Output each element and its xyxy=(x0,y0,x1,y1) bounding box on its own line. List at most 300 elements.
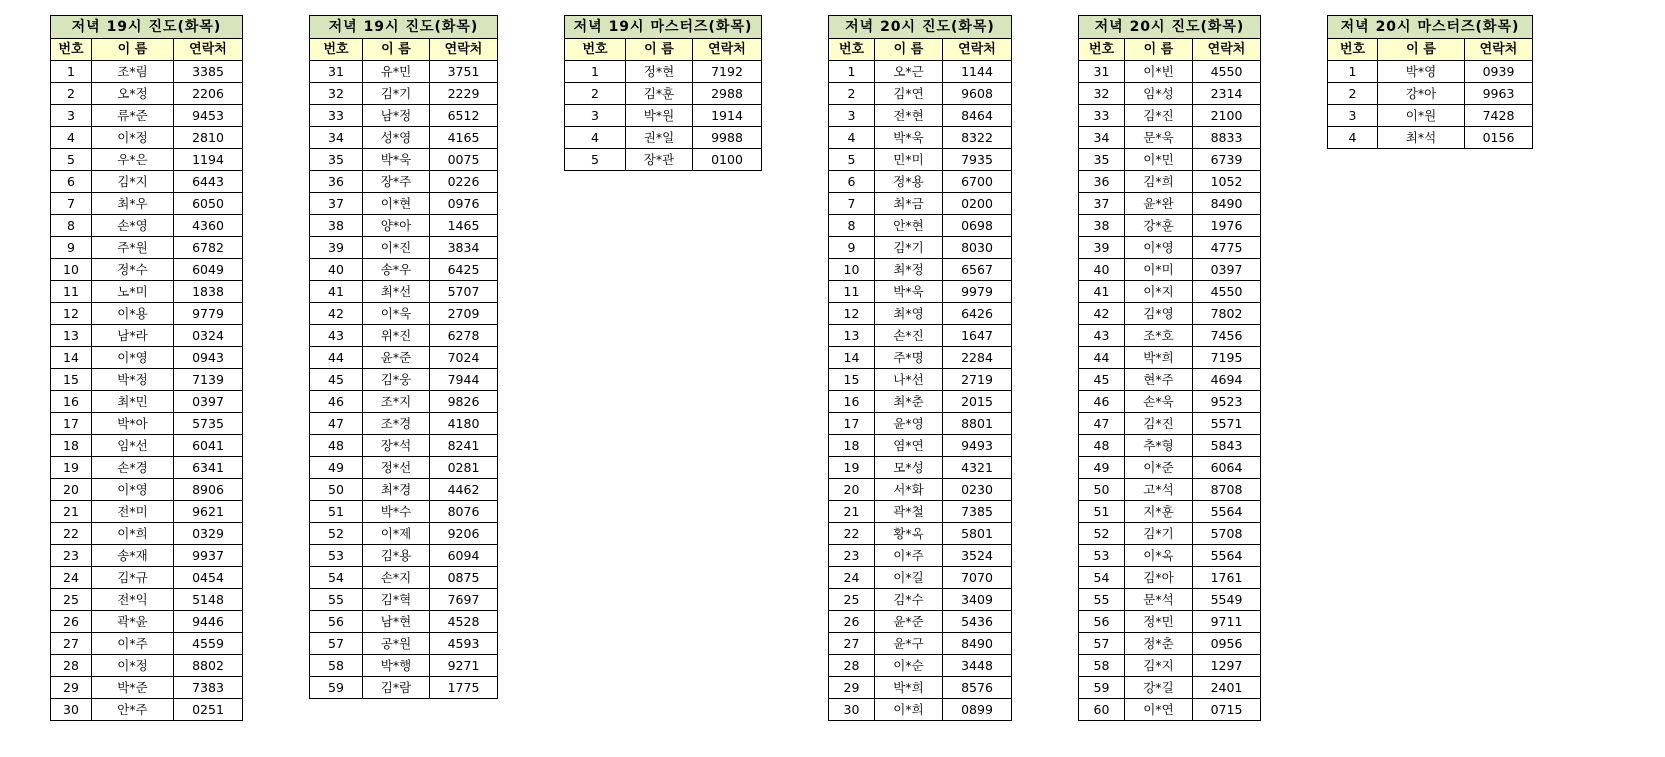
cell-contact: 0075 xyxy=(430,149,498,171)
table-row xyxy=(829,347,1012,369)
cell-name: 김*영 xyxy=(1125,303,1193,325)
cell-contact: 6739 xyxy=(1193,149,1261,171)
table-title: 저녁 20시 진도(화목) xyxy=(1079,16,1261,39)
table-row xyxy=(829,303,1012,325)
cell-number: 46 xyxy=(310,391,363,413)
cell-contact: 8833 xyxy=(1193,127,1261,149)
cell-name: 이*희 xyxy=(92,523,174,545)
cell-number: 24 xyxy=(829,567,875,589)
cell-number: 3 xyxy=(565,105,626,127)
cell-number: 23 xyxy=(51,545,92,567)
cell-name: 강*아 xyxy=(1378,83,1465,105)
cell-name: 김*희 xyxy=(1125,171,1193,193)
cell-number: 48 xyxy=(1079,435,1125,457)
table-row xyxy=(310,193,498,215)
cell-number: 43 xyxy=(310,325,363,347)
cell-name: 문*욱 xyxy=(1125,127,1193,149)
table-row xyxy=(565,105,762,127)
cell-contact: 0899 xyxy=(943,699,1012,721)
cell-contact: 7697 xyxy=(430,589,498,611)
cell-number: 40 xyxy=(310,259,363,281)
cell-name: 이*영 xyxy=(92,347,174,369)
cell-number: 38 xyxy=(310,215,363,237)
cell-contact: 6049 xyxy=(174,259,243,281)
cell-name: 김*수 xyxy=(875,589,943,611)
table-row xyxy=(1328,127,1533,149)
cell-name: 최*금 xyxy=(875,193,943,215)
cell-number: 55 xyxy=(310,589,363,611)
column-header-contact: 연락처 xyxy=(174,39,243,61)
cell-contact: 4528 xyxy=(430,611,498,633)
table-row xyxy=(51,347,243,369)
cell-name: 위*진 xyxy=(363,325,430,347)
cell-name: 송*재 xyxy=(92,545,174,567)
cell-number: 39 xyxy=(310,237,363,259)
cell-number: 29 xyxy=(51,677,92,699)
cell-number: 37 xyxy=(310,193,363,215)
roster-table-3 xyxy=(564,15,762,171)
cell-number: 18 xyxy=(829,435,875,457)
table-row xyxy=(310,501,498,523)
cell-name: 김*진 xyxy=(1125,413,1193,435)
table-row xyxy=(829,61,1012,83)
cell-number: 6 xyxy=(829,171,875,193)
cell-contact: 3409 xyxy=(943,589,1012,611)
cell-contact: 0226 xyxy=(430,171,498,193)
column-header-name: 이 름 xyxy=(1125,39,1193,61)
cell-contact: 1144 xyxy=(943,61,1012,83)
cell-contact: 1052 xyxy=(1193,171,1261,193)
cell-name: 양*아 xyxy=(363,215,430,237)
table-row xyxy=(565,149,762,171)
table-row xyxy=(51,677,243,699)
cell-number: 56 xyxy=(310,611,363,633)
cell-name: 이*빈 xyxy=(1125,61,1193,83)
table-row xyxy=(829,259,1012,281)
cell-name: 박*수 xyxy=(363,501,430,523)
cell-name: 이*정 xyxy=(92,655,174,677)
table-row xyxy=(829,127,1012,149)
cell-contact: 6512 xyxy=(430,105,498,127)
cell-name: 이*진 xyxy=(363,237,430,259)
cell-name: 이*민 xyxy=(1125,149,1193,171)
table-row xyxy=(51,523,243,545)
cell-name: 김*웅 xyxy=(363,369,430,391)
cell-contact: 5843 xyxy=(1193,435,1261,457)
cell-number: 55 xyxy=(1079,589,1125,611)
cell-name: 이*준 xyxy=(1125,457,1193,479)
cell-contact: 9453 xyxy=(174,105,243,127)
table-row xyxy=(310,127,498,149)
cell-contact: 0329 xyxy=(174,523,243,545)
cell-name: 장*주 xyxy=(363,171,430,193)
cell-contact: 7070 xyxy=(943,567,1012,589)
cell-contact: 7935 xyxy=(943,149,1012,171)
cell-name: 장*석 xyxy=(363,435,430,457)
cell-contact: 9979 xyxy=(943,281,1012,303)
cell-number: 16 xyxy=(829,391,875,413)
cell-name: 최*민 xyxy=(92,391,174,413)
cell-contact: 6064 xyxy=(1193,457,1261,479)
table-row xyxy=(829,413,1012,435)
table-row xyxy=(829,457,1012,479)
cell-number: 15 xyxy=(829,369,875,391)
column-header-number: 번호 xyxy=(1079,39,1125,61)
cell-number: 44 xyxy=(1079,347,1125,369)
cell-number: 6 xyxy=(51,171,92,193)
table-row xyxy=(51,699,243,721)
cell-number: 17 xyxy=(51,413,92,435)
table-row xyxy=(1079,479,1261,501)
cell-contact: 0943 xyxy=(174,347,243,369)
table-row xyxy=(51,391,243,413)
cell-contact: 2284 xyxy=(943,347,1012,369)
cell-contact: 2206 xyxy=(174,83,243,105)
cell-number: 19 xyxy=(51,457,92,479)
cell-number: 45 xyxy=(310,369,363,391)
table-row xyxy=(829,677,1012,699)
cell-number: 37 xyxy=(1079,193,1125,215)
cell-name: 민*미 xyxy=(875,149,943,171)
cell-name: 김*람 xyxy=(363,677,430,699)
table-row xyxy=(310,633,498,655)
cell-name: 김*아 xyxy=(1125,567,1193,589)
cell-contact: 4550 xyxy=(1193,281,1261,303)
cell-contact: 7024 xyxy=(430,347,498,369)
table-row xyxy=(51,259,243,281)
table-row xyxy=(565,61,762,83)
cell-number: 24 xyxy=(51,567,92,589)
table-row xyxy=(310,457,498,479)
table-row xyxy=(310,369,498,391)
cell-name: 손*경 xyxy=(92,457,174,479)
cell-number: 13 xyxy=(51,325,92,347)
cell-number: 34 xyxy=(310,127,363,149)
cell-contact: 5148 xyxy=(174,589,243,611)
table-row xyxy=(1079,215,1261,237)
table-title: 저녁 20시 마스터즈(화목) xyxy=(1328,16,1533,39)
cell-number: 21 xyxy=(51,501,92,523)
cell-contact: 2709 xyxy=(430,303,498,325)
cell-number: 52 xyxy=(1079,523,1125,545)
cell-name: 이*제 xyxy=(363,523,430,545)
cell-name: 박*영 xyxy=(1378,61,1465,83)
cell-contact: 7192 xyxy=(693,61,762,83)
cell-number: 57 xyxy=(310,633,363,655)
table-row xyxy=(310,545,498,567)
table-row xyxy=(565,127,762,149)
cell-name: 김*기 xyxy=(363,83,430,105)
table-row xyxy=(829,699,1012,721)
cell-contact: 0100 xyxy=(693,149,762,171)
cell-name: 윤*준 xyxy=(875,611,943,633)
cell-number: 3 xyxy=(51,105,92,127)
cell-contact: 8030 xyxy=(943,237,1012,259)
cell-contact: 1914 xyxy=(693,105,762,127)
cell-name: 안*현 xyxy=(875,215,943,237)
table-row xyxy=(51,655,243,677)
cell-number: 2 xyxy=(565,83,626,105)
column-header-number: 번호 xyxy=(310,39,363,61)
table-row xyxy=(51,501,243,523)
roster-table-6 xyxy=(1327,15,1533,149)
cell-contact: 1647 xyxy=(943,325,1012,347)
cell-contact: 0454 xyxy=(174,567,243,589)
cell-name: 이*길 xyxy=(875,567,943,589)
cell-contact: 2719 xyxy=(943,369,1012,391)
cell-contact: 9446 xyxy=(174,611,243,633)
table-row xyxy=(51,545,243,567)
table-row xyxy=(51,435,243,457)
cell-number: 51 xyxy=(1079,501,1125,523)
cell-name: 이*현 xyxy=(363,193,430,215)
cell-contact: 7139 xyxy=(174,369,243,391)
cell-contact: 0698 xyxy=(943,215,1012,237)
cell-contact: 2100 xyxy=(1193,105,1261,127)
table-row xyxy=(51,589,243,611)
cell-number: 3 xyxy=(829,105,875,127)
cell-name: 윤*구 xyxy=(875,633,943,655)
cell-contact: 4559 xyxy=(174,633,243,655)
cell-name: 정*용 xyxy=(875,171,943,193)
table-row xyxy=(829,611,1012,633)
cell-name: 주*원 xyxy=(92,237,174,259)
table-row xyxy=(51,479,243,501)
cell-contact: 0875 xyxy=(430,567,498,589)
cell-contact: 0939 xyxy=(1465,61,1533,83)
cell-name: 윤*영 xyxy=(875,413,943,435)
cell-name: 공*원 xyxy=(363,633,430,655)
cell-number: 10 xyxy=(829,259,875,281)
cell-name: 윤*완 xyxy=(1125,193,1193,215)
cell-contact: 9523 xyxy=(1193,391,1261,413)
cell-contact: 9826 xyxy=(430,391,498,413)
cell-contact: 9271 xyxy=(430,655,498,677)
cell-number: 58 xyxy=(310,655,363,677)
cell-name: 조*지 xyxy=(363,391,430,413)
cell-number: 43 xyxy=(1079,325,1125,347)
column-header-number: 번호 xyxy=(1328,39,1378,61)
cell-number: 14 xyxy=(829,347,875,369)
roster-table-2 xyxy=(309,15,498,699)
cell-number: 1 xyxy=(565,61,626,83)
cell-number: 4 xyxy=(51,127,92,149)
cell-number: 29 xyxy=(829,677,875,699)
cell-number: 12 xyxy=(51,303,92,325)
cell-number: 38 xyxy=(1079,215,1125,237)
cell-contact: 9779 xyxy=(174,303,243,325)
cell-number: 57 xyxy=(1079,633,1125,655)
cell-number: 30 xyxy=(51,699,92,721)
table-row xyxy=(51,325,243,347)
table-row xyxy=(51,61,243,83)
cell-number: 2 xyxy=(1328,83,1378,105)
cell-name: 이*지 xyxy=(1125,281,1193,303)
table-row xyxy=(829,589,1012,611)
table-row xyxy=(1079,237,1261,259)
column-header-name: 이 름 xyxy=(875,39,943,61)
cell-contact: 4593 xyxy=(430,633,498,655)
cell-contact: 6094 xyxy=(430,545,498,567)
cell-contact: 0251 xyxy=(174,699,243,721)
cell-number: 20 xyxy=(829,479,875,501)
table-row xyxy=(1079,567,1261,589)
table-title: 저녁 19시 진도(화목) xyxy=(51,16,243,39)
table-row xyxy=(310,83,498,105)
table-row xyxy=(829,193,1012,215)
cell-contact: 3385 xyxy=(174,61,243,83)
table-row xyxy=(565,83,762,105)
column-header-contact: 연락처 xyxy=(1193,39,1261,61)
cell-name: 오*정 xyxy=(92,83,174,105)
table-row xyxy=(51,369,243,391)
cell-contact: 8906 xyxy=(174,479,243,501)
cell-number: 28 xyxy=(51,655,92,677)
cell-number: 21 xyxy=(829,501,875,523)
cell-contact: 5735 xyxy=(174,413,243,435)
cell-name: 이*연 xyxy=(1125,699,1193,721)
cell-contact: 8464 xyxy=(943,105,1012,127)
cell-name: 노*미 xyxy=(92,281,174,303)
cell-contact: 0956 xyxy=(1193,633,1261,655)
cell-number: 4 xyxy=(565,127,626,149)
cell-number: 14 xyxy=(51,347,92,369)
table-row xyxy=(310,589,498,611)
cell-name: 손*영 xyxy=(92,215,174,237)
column-header-contact: 연락처 xyxy=(430,39,498,61)
cell-name: 박*행 xyxy=(363,655,430,677)
table-row xyxy=(51,413,243,435)
cell-contact: 1297 xyxy=(1193,655,1261,677)
cell-contact: 5708 xyxy=(1193,523,1261,545)
cell-name: 박*아 xyxy=(92,413,174,435)
table-row xyxy=(829,215,1012,237)
table-row xyxy=(51,457,243,479)
cell-name: 장*관 xyxy=(626,149,693,171)
cell-name: 정*민 xyxy=(1125,611,1193,633)
table-row xyxy=(51,171,243,193)
cell-number: 33 xyxy=(310,105,363,127)
cell-name: 김*진 xyxy=(1125,105,1193,127)
cell-contact: 0324 xyxy=(174,325,243,347)
table-row xyxy=(1079,501,1261,523)
table-row xyxy=(1079,83,1261,105)
table-row xyxy=(310,655,498,677)
cell-contact: 7385 xyxy=(943,501,1012,523)
cell-number: 7 xyxy=(51,193,92,215)
table-row xyxy=(310,281,498,303)
cell-name: 권*일 xyxy=(626,127,693,149)
cell-contact: 6050 xyxy=(174,193,243,215)
table-row xyxy=(51,281,243,303)
cell-contact: 6426 xyxy=(943,303,1012,325)
table-row xyxy=(51,215,243,237)
cell-name: 박*희 xyxy=(1125,347,1193,369)
table-row xyxy=(829,171,1012,193)
cell-number: 2 xyxy=(829,83,875,105)
cell-contact: 5571 xyxy=(1193,413,1261,435)
cell-number: 45 xyxy=(1079,369,1125,391)
cell-name: 김*혁 xyxy=(363,589,430,611)
table-row xyxy=(310,567,498,589)
cell-number: 15 xyxy=(51,369,92,391)
cell-number: 27 xyxy=(51,633,92,655)
table-row xyxy=(829,523,1012,545)
column-header-name: 이 름 xyxy=(363,39,430,61)
cell-contact: 7428 xyxy=(1465,105,1533,127)
cell-contact: 6425 xyxy=(430,259,498,281)
cell-number: 4 xyxy=(1328,127,1378,149)
cell-name: 최*춘 xyxy=(875,391,943,413)
table-title: 저녁 20시 진도(화목) xyxy=(829,16,1012,39)
table-row xyxy=(310,149,498,171)
cell-number: 5 xyxy=(829,149,875,171)
table-row xyxy=(1079,105,1261,127)
cell-name: 박*욱 xyxy=(363,149,430,171)
cell-name: 전*현 xyxy=(875,105,943,127)
table-row xyxy=(310,215,498,237)
cell-number: 26 xyxy=(51,611,92,633)
cell-number: 53 xyxy=(310,545,363,567)
cell-name: 황*옥 xyxy=(875,523,943,545)
cell-name: 이*희 xyxy=(875,699,943,721)
cell-number: 59 xyxy=(310,677,363,699)
table-row xyxy=(310,391,498,413)
cell-name: 우*은 xyxy=(92,149,174,171)
table-row xyxy=(51,303,243,325)
roster-table-1 xyxy=(50,15,243,721)
table-row xyxy=(1079,699,1261,721)
cell-name: 이*욱 xyxy=(363,303,430,325)
table-row xyxy=(1079,611,1261,633)
cell-name: 최*석 xyxy=(1378,127,1465,149)
table-row xyxy=(310,677,498,699)
cell-contact: 0200 xyxy=(943,193,1012,215)
cell-contact: 9493 xyxy=(943,435,1012,457)
cell-contact: 6782 xyxy=(174,237,243,259)
column-header-name: 이 름 xyxy=(92,39,174,61)
table-row xyxy=(310,61,498,83)
cell-number: 31 xyxy=(310,61,363,83)
cell-number: 35 xyxy=(310,149,363,171)
table-row xyxy=(829,501,1012,523)
cell-contact: 9621 xyxy=(174,501,243,523)
table-row xyxy=(310,237,498,259)
column-header-contact: 연락처 xyxy=(693,39,762,61)
cell-name: 박*정 xyxy=(92,369,174,391)
cell-number: 11 xyxy=(51,281,92,303)
cell-contact: 4694 xyxy=(1193,369,1261,391)
table-row xyxy=(51,193,243,215)
table-row xyxy=(829,435,1012,457)
cell-name: 이*영 xyxy=(92,479,174,501)
table-row xyxy=(829,391,1012,413)
cell-contact: 5564 xyxy=(1193,501,1261,523)
cell-name: 김*지 xyxy=(1125,655,1193,677)
cell-name: 강*훈 xyxy=(1125,215,1193,237)
cell-number: 32 xyxy=(310,83,363,105)
cell-name: 박*욱 xyxy=(875,281,943,303)
cell-name: 최*선 xyxy=(363,281,430,303)
cell-contact: 8801 xyxy=(943,413,1012,435)
cell-number: 51 xyxy=(310,501,363,523)
cell-contact: 7944 xyxy=(430,369,498,391)
cell-contact: 6443 xyxy=(174,171,243,193)
cell-number: 56 xyxy=(1079,611,1125,633)
cell-contact: 6278 xyxy=(430,325,498,347)
cell-contact: 4180 xyxy=(430,413,498,435)
cell-number: 49 xyxy=(310,457,363,479)
